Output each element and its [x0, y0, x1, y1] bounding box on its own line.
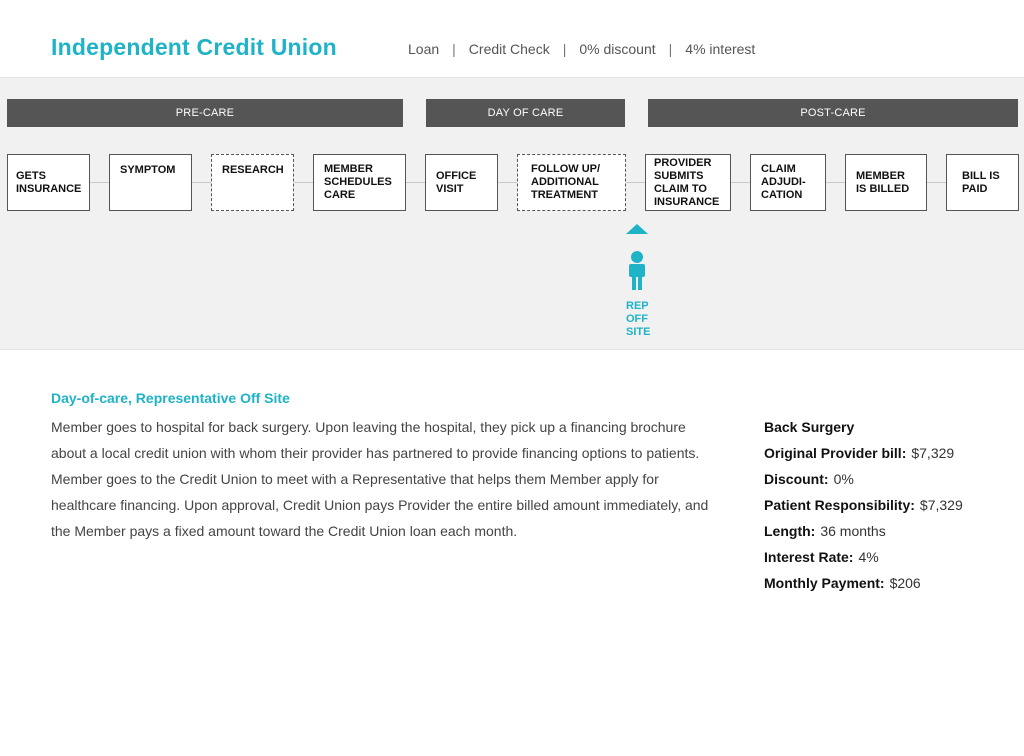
summary-value: 4%	[858, 549, 879, 565]
phase-pre-care: PRE-CARE	[7, 99, 403, 127]
step-member-schedules-care: MEMBER SCHEDULES CARE	[313, 154, 406, 211]
summary-title-row	[764, 414, 1014, 440]
person-icon	[624, 224, 650, 292]
tag-discount: 0% discount	[579, 41, 656, 57]
step-claim-adjudication: CLAIM ADJUDI- CATION	[750, 154, 826, 211]
summary-title: Back Surgery	[764, 419, 855, 435]
connector	[497, 182, 518, 183]
step-research: RESEARCH	[211, 154, 294, 211]
tag-credit-check: Credit Check	[468, 41, 550, 57]
step-follow-up: FOLLOW UP/ ADDITIONAL TREATMENT	[517, 154, 626, 211]
summary-row	[764, 570, 1014, 596]
summary-label: Discount:	[764, 471, 829, 487]
summary-row	[764, 466, 1014, 492]
step-gets-insurance: GETS INSURANCE	[7, 154, 90, 211]
tag-separator: |	[452, 41, 456, 57]
scenario-heading: Day-of-care, Representative Off Site	[51, 390, 290, 406]
phase-day-of-care: DAY OF CARE	[426, 99, 625, 127]
summary-value: $7,329	[919, 497, 963, 513]
tag-loan: Loan	[408, 41, 440, 57]
tag-separator: |	[668, 41, 673, 57]
connector	[191, 182, 212, 183]
connector	[89, 182, 110, 183]
cost-summary	[764, 414, 1014, 596]
connector	[825, 182, 846, 183]
summary-row	[764, 518, 1014, 544]
tag-interest: 4% interest	[685, 41, 756, 57]
step-member-is-billed: MEMBER IS BILLED	[845, 154, 927, 211]
step-bill-is-paid: BILL IS PAID	[946, 154, 1019, 211]
rep-marker	[624, 224, 650, 297]
scenario-description: Member goes to hospital for back surgery. Upon leaving the hospital, they pick up a financing brochure about a local credit union with whom their provider has partnered to provide financing options to patients. Member goes to the Credit Union to meet with a Representative that helps them Member apply for healthcare financing. Upon approval, Credit Union pays Provider the entire billed amount immediately, and the Member pays a fixed amount toward the Credit Union loan each month.	[51, 419, 709, 539]
summary-label: Patient Responsibility:	[764, 497, 915, 513]
summary-label: Length:	[764, 523, 816, 539]
summary-row	[764, 492, 1014, 518]
summary-label: Monthly Payment:	[764, 575, 885, 591]
page-title: Independent Credit Union	[51, 34, 337, 60]
connector	[405, 182, 426, 183]
connector	[625, 182, 646, 183]
summary-value: $7,329	[911, 445, 955, 461]
connector	[926, 182, 947, 183]
summary-row	[764, 544, 1014, 570]
step-office-visit: OFFICE VISIT	[425, 154, 498, 211]
rep-off-site-label: REP OFF SITE	[626, 300, 651, 338]
summary-label: Original Provider bill:	[764, 445, 907, 461]
step-provider-submits-claim: PROVIDER SUBMITS CLAIM TO INSURANCE	[645, 154, 731, 211]
header	[0, 0, 1024, 77]
summary-value: 36 months	[820, 523, 886, 539]
connector	[293, 182, 314, 183]
summary-value: 0%	[833, 471, 854, 487]
connector	[730, 182, 751, 183]
summary-value: $206	[889, 575, 921, 591]
tag-list	[408, 41, 755, 57]
journey-diagram	[0, 77, 1024, 350]
phase-post-care: POST-CARE	[648, 99, 1018, 127]
summary-row	[764, 440, 1014, 466]
tag-separator: |	[562, 41, 567, 57]
summary-label: Interest Rate:	[764, 549, 854, 565]
step-symptom: SYMPTOM	[109, 154, 192, 211]
